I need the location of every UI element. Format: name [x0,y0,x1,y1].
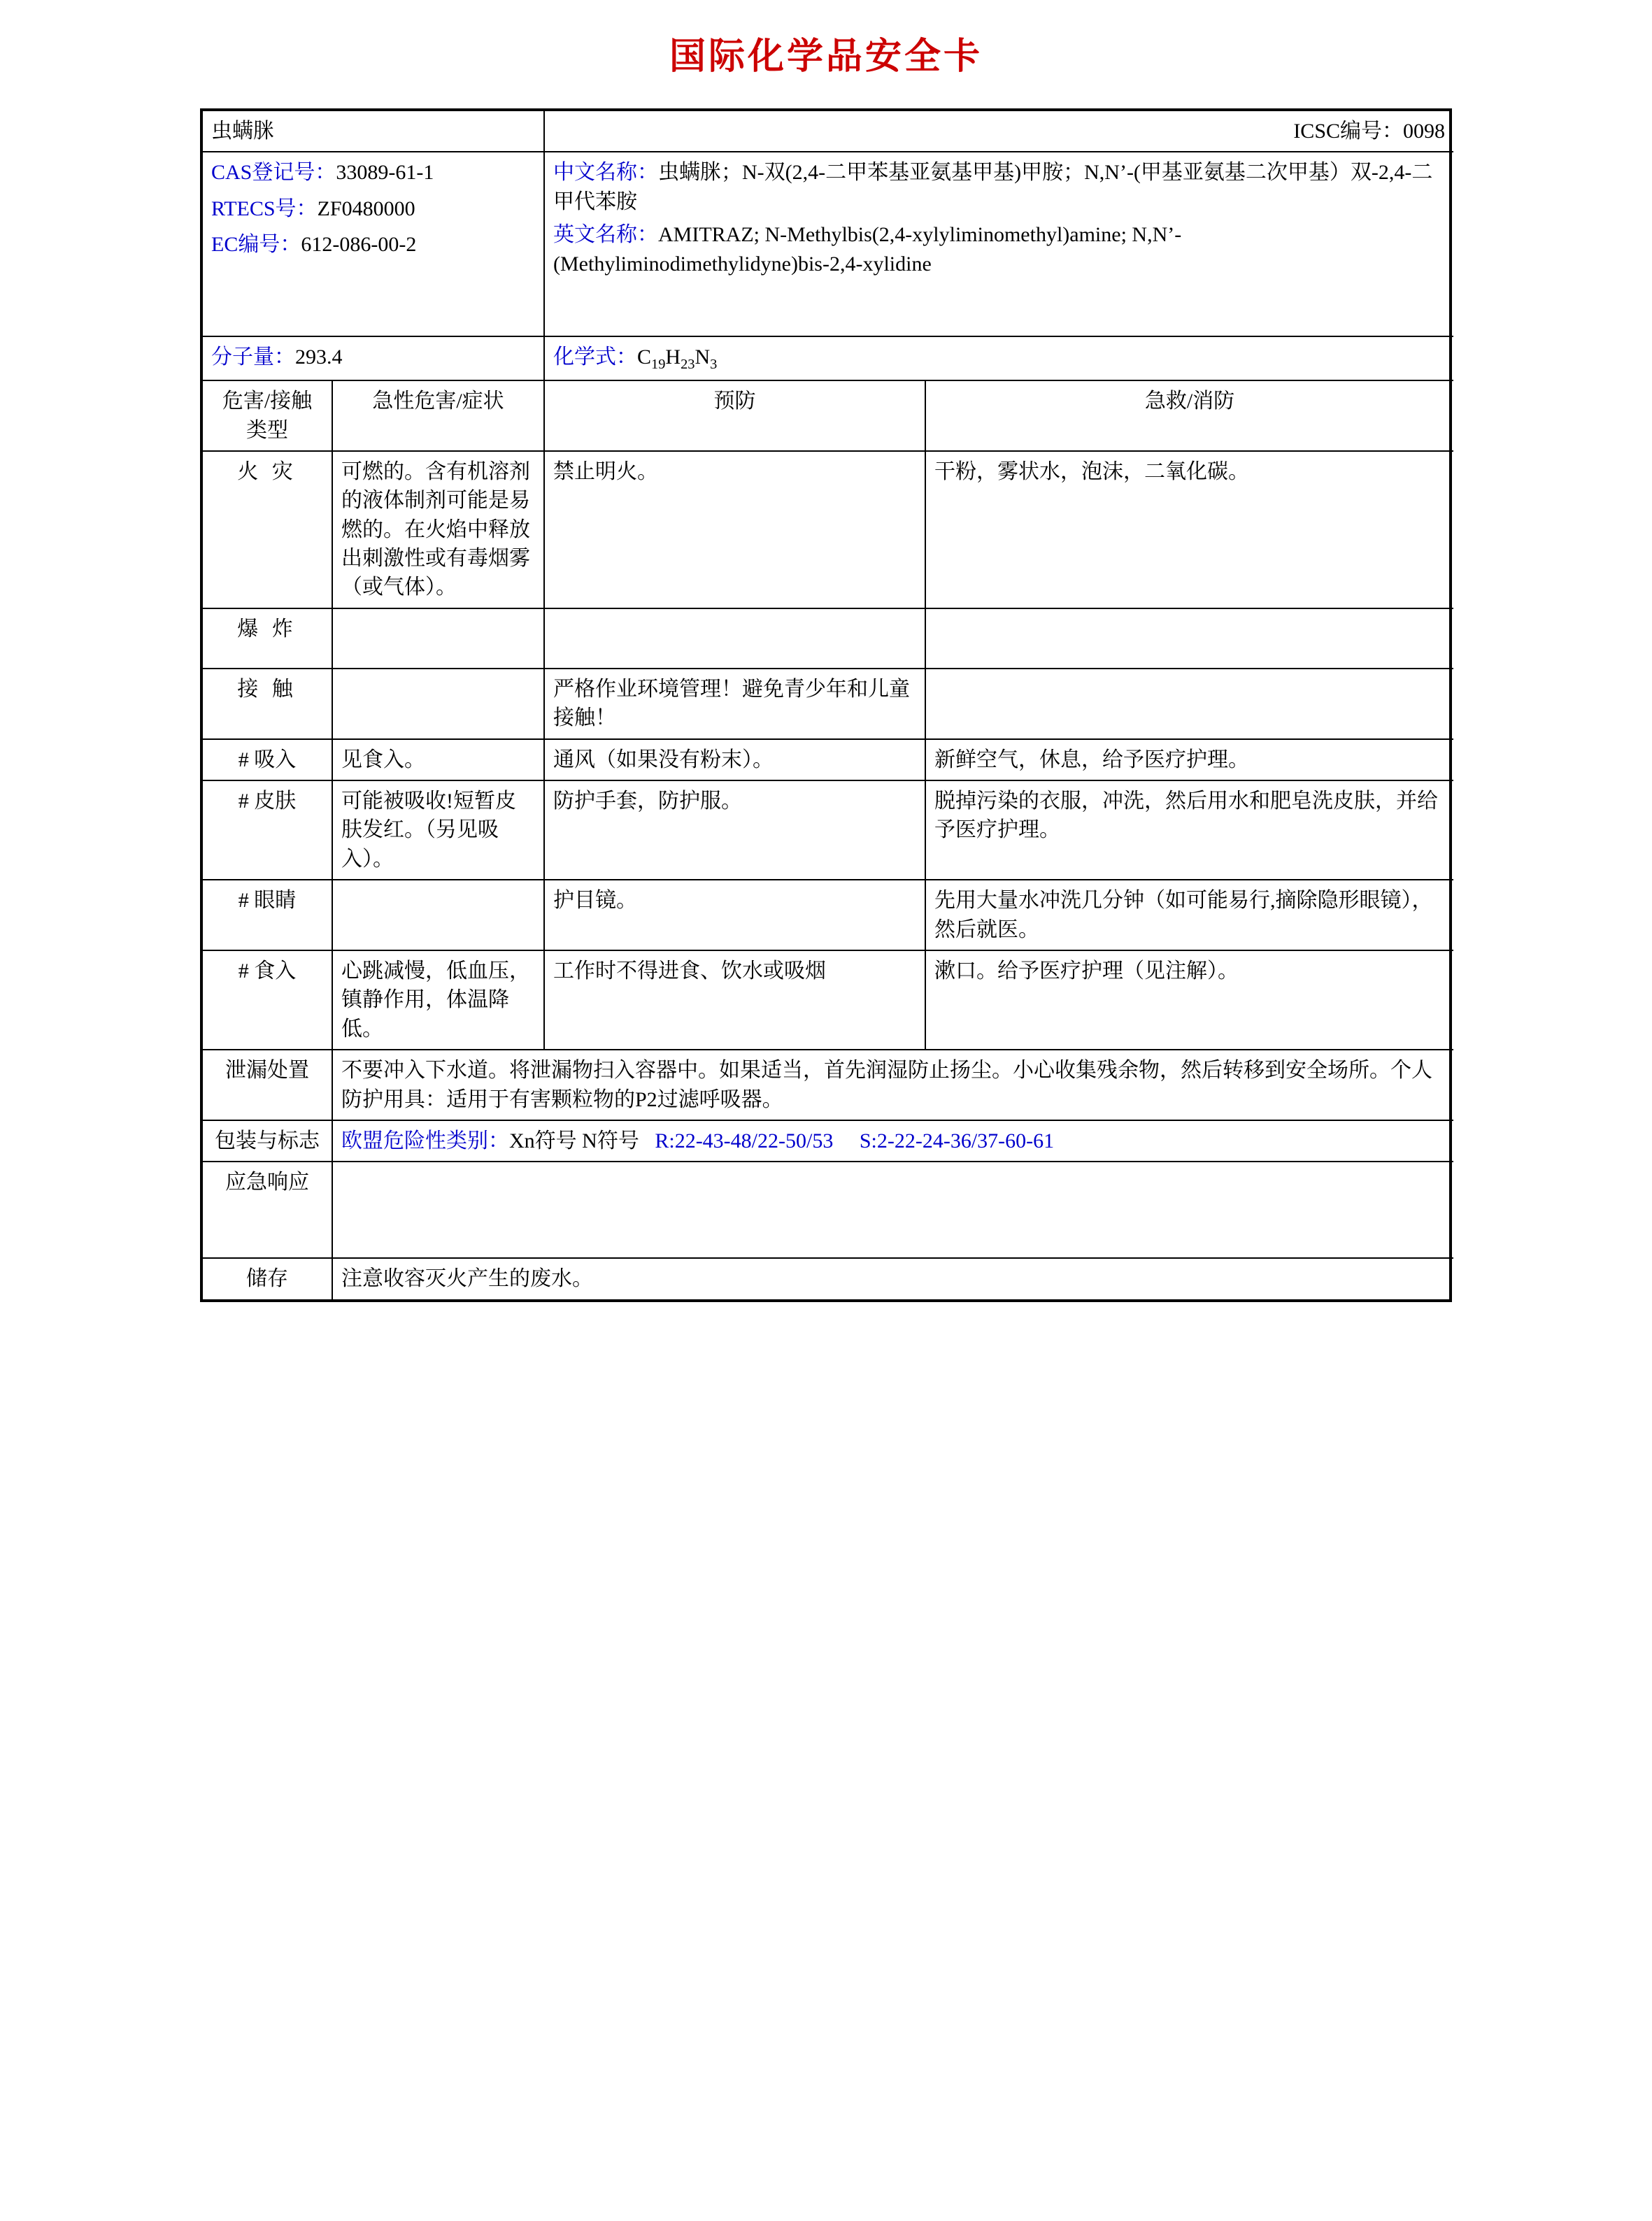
page-title: 国际化学品安全卡 [669,37,983,77]
exposure-acute [332,669,544,739]
formula-h-sub: 23 [681,356,695,372]
ingestion-firstaid: 漱口。给予医疗护理（见注解）。 [925,950,1453,1050]
ingestion-prevention: 工作时不得进食、饮水或吸烟 [544,950,925,1050]
column-header-firstaid: 急救/消防 [925,380,1453,451]
row-label-storage: 储存 [203,1258,332,1299]
chinese-name-value: 虫螨脒；N-双(2,4-二甲苯基亚氨基甲基)甲胺；N,N’-(甲基亚氨基二次甲基）双-2,4-二甲代苯胺 [553,161,1433,213]
r-phrases: R:22-43-48/22-50/53 [655,1129,834,1152]
spill-row [203,1050,1453,1120]
formula-n-sub: 3 [710,356,718,372]
cas-value: 33089-61-1 [336,161,434,185]
rtecs-line [211,194,535,223]
ingestion-acute: 心跳减慢，低血压，镇静作用，体温降低。 [332,950,544,1050]
row-label-packaging: 包装与标志 [203,1120,332,1162]
column-header-prevention: 预防 [544,380,925,451]
rtecs-value: ZF0480000 [317,197,415,220]
icsc-label: ICSC编号： [1293,120,1404,143]
row-label-emergency: 应急响应 [203,1162,332,1258]
row-label-eyes: # 眼睛 [203,880,332,950]
row-label-inhalation: # 吸入 [203,739,332,780]
table-row [203,880,1453,950]
storage-row [203,1258,1453,1299]
storage-text: 注意收容灭火产生的废水。 [332,1258,1453,1299]
icsc-table [203,111,1453,1299]
formula-c: C [637,345,652,369]
inhalation-prevention: 通风（如果没有粉末）。 [544,739,925,780]
properties-row [203,336,1453,380]
rtecs-label: RTECS号： [211,197,318,220]
icsc-card [200,108,1452,1302]
s-phrases: S:2-22-24-36/37-60-61 [859,1129,1055,1152]
english-name-label: 英文名称： [553,223,658,247]
ec-label: EC编号： [211,233,301,257]
eu-class-value: Xn符号 N符号 [509,1129,639,1152]
table-row [203,608,1453,669]
table-row [203,780,1453,880]
row-label-fire: 火 灾 [203,451,332,608]
mw-label: 分子量： [211,345,295,369]
table-row [203,739,1453,780]
formula-h: H [665,345,681,369]
table-row [203,950,1453,1050]
packaging-text [332,1120,1453,1162]
exposure-firstaid [925,669,1453,739]
english-name-line [553,220,1445,278]
identity-row [203,152,1453,336]
fire-acute: 可燃的。含有机溶剂的液体制剂可能是易燃的。在火焰中释放出刺激性或有毒烟雾（或气体）。 [332,451,544,608]
explosion-prevention [544,608,925,669]
ec-line [211,230,535,259]
eu-class-label: 欧盟危险性类别： [341,1129,509,1152]
column-header-acute: 急性危害/症状 [332,380,544,451]
molecular-weight-cell [203,336,544,380]
skin-prevention: 防护手套，防护服。 [544,780,925,880]
eyes-prevention: 护目镜。 [544,880,925,950]
cas-label: CAS登记号： [211,161,336,185]
chinese-name-label: 中文名称： [553,161,658,185]
formula-c-sub: 19 [651,356,666,372]
row-label-explosion: 爆 炸 [203,608,332,669]
formula-value [637,345,718,372]
skin-firstaid: 脱掉污染的衣服，冲洗，然后用水和肥皂洗皮肤，并给予医疗护理。 [925,780,1453,880]
inhalation-firstaid: 新鲜空气，休息，给予医疗护理。 [925,739,1453,780]
emergency-text [332,1162,1453,1258]
cas-line [211,158,535,187]
substance-name: 虫螨脒 [203,111,544,152]
card-header-row [203,111,1453,152]
skin-acute: 可能被吸收!短暂皮肤发红。（另见吸入）。 [332,780,544,880]
identifiers-cell [203,152,544,336]
names-spacer [553,280,1445,329]
row-label-spill: 泄漏处置 [203,1050,332,1120]
eyes-acute [332,880,544,950]
table-row [203,669,1453,739]
row-label-ingestion: # 食入 [203,950,332,1050]
exposure-prevention: 严格作业环境管理！避免青少年和儿童接触！ [544,669,925,739]
fire-firstaid: 干粉，雾状水，泡沫，二氧化碳。 [925,451,1453,608]
row-label-exposure: 接 触 [203,669,332,739]
inhalation-acute: 见食入。 [332,739,544,780]
emergency-row [203,1162,1453,1258]
column-header-type-line1: 危害/接触 [222,390,313,413]
column-header-type [203,380,332,451]
formula-n: N [695,345,711,369]
icsc-value: 0098 [1403,120,1446,143]
chinese-name-line [553,158,1445,216]
explosion-firstaid [925,608,1453,669]
names-cell [544,152,1453,336]
table-row [203,451,1453,608]
spill-text: 不要冲入下水道。将泄漏物扫入容器中。如果适当，首先润湿防止扬尘。小心收集残余物，然后转移到安全场所。个人防护用具：适用于有害颗粒物的P2过滤呼吸器。 [332,1050,1453,1120]
column-header-type-line2: 类型 [246,418,288,442]
english-name-value: AMITRAZ; N-Methylbis(2,4-xylyliminomethyl)amine; N,N’-(Methyliminodimethylidyne)bis-2,4-xylidine [553,223,1182,276]
formula-label: 化学式： [553,345,637,369]
icsc-number-cell [544,111,1453,152]
formula-cell [544,336,1453,380]
fire-prevention: 禁止明火。 [544,451,925,608]
page-root [0,27,1652,1302]
packaging-row [203,1120,1453,1162]
eyes-firstaid: 先用大量水冲洗几分钟（如可能易行,摘除隐形眼镜），然后就医。 [925,880,1453,950]
row-label-skin: # 皮肤 [203,780,332,880]
explosion-acute [332,608,544,669]
ec-value: 612-086-00-2 [301,233,417,257]
column-header-row [203,380,1453,451]
mw-value: 293.4 [295,345,343,369]
